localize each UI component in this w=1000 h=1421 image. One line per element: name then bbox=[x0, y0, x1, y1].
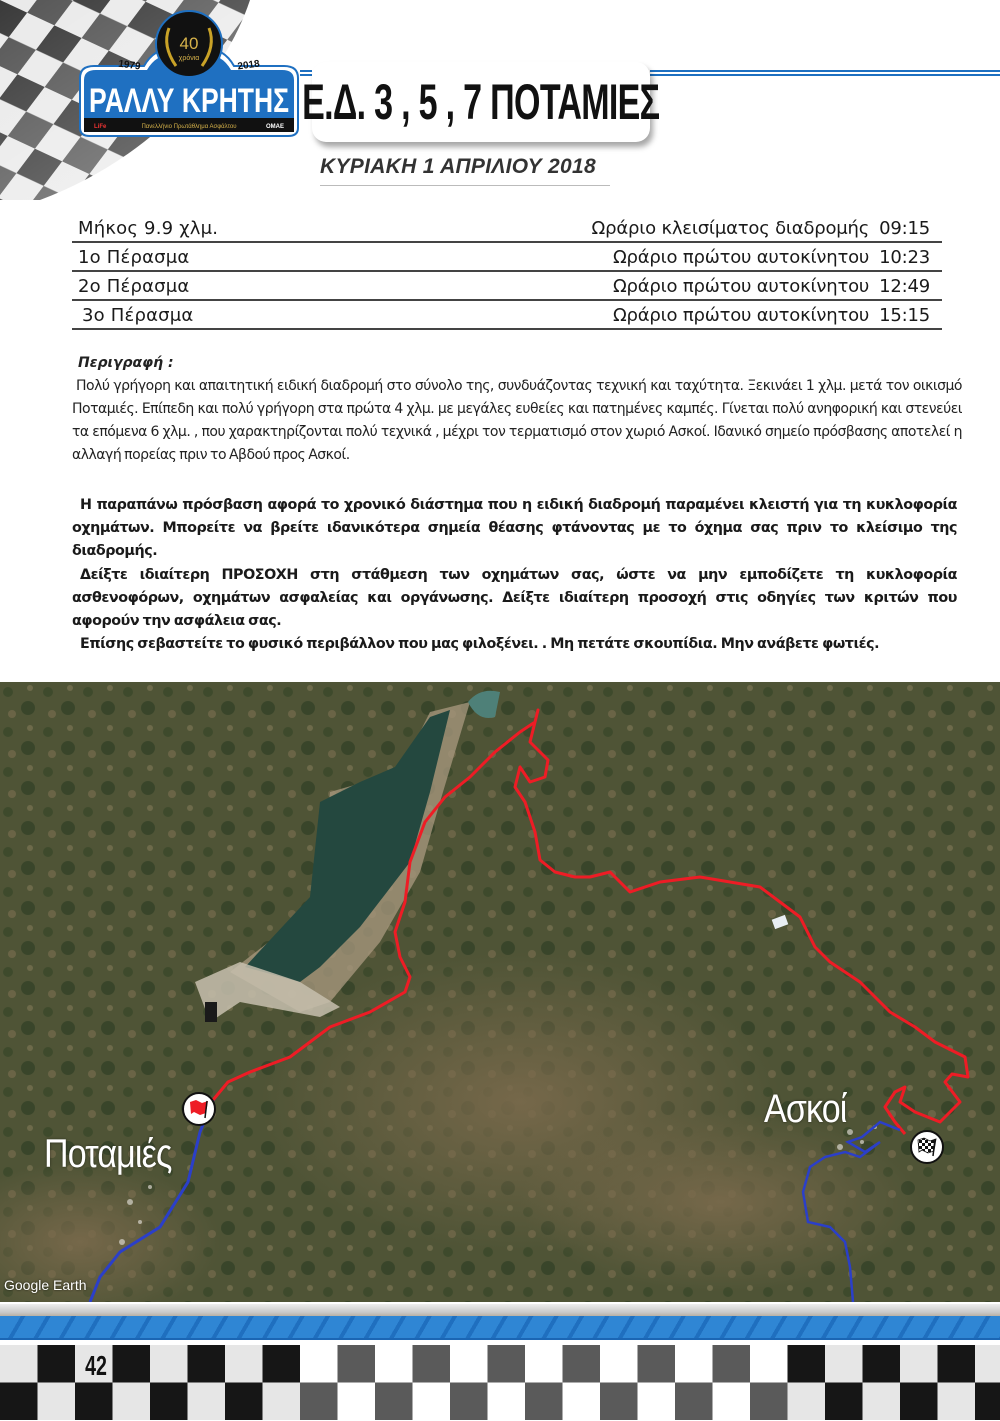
checker-square bbox=[38, 1345, 76, 1383]
schedule-left: Μήκος 9.9 χλμ. bbox=[78, 218, 219, 239]
schedule-label: Ωράριο πρώτου αυτοκίνητου bbox=[612, 276, 870, 297]
checker-square bbox=[750, 1383, 788, 1421]
finish-marker bbox=[910, 1130, 944, 1164]
checker-square bbox=[863, 1383, 901, 1421]
description-text: Πολύ γρήγορη και απαιτητική ειδική διαδρομή στο σύνολο της, συνδυάζοντας τεχνική και ταχύτητα. Ξεκινάει 1 χλμ. μετά τον οικισμό Ποταμιές. Επίπεδη και πολύ γρήγορη στα πρώτα 4 χλμ. με μεγάλες ευθείες και πατημένες καμπές. Γίνεται πολύ ανηφορική και στενεύει τα επόμενα 6 χλμ. , που χαρακτηρίζονται πολύ τεχνικά , μέχρι τον τερματισμό στον χωριό Ασκοί. Ιδανικό σημείο πρόσβασης αποτελεί η αλλαγή πορείας πριν το Αβδού προς Ασκοί. bbox=[72, 378, 962, 463]
stage-title: Ε.Δ. 3 , 5 , 7 ΠΟΤΑΜΙΕΣ bbox=[302, 74, 660, 130]
schedule-time: 09:15 bbox=[879, 218, 930, 239]
schedule-left: 2ο Πέρασμα bbox=[78, 276, 190, 297]
checker-square bbox=[300, 1345, 338, 1383]
logo-year-start: 1979 bbox=[117, 58, 142, 73]
schedule-right bbox=[613, 247, 930, 268]
checker-square bbox=[675, 1383, 713, 1421]
schedule-row bbox=[72, 273, 942, 301]
schedule-label: Ωράριο πρώτου αυτοκίνητου bbox=[612, 305, 870, 326]
description-label: Περιγραφή : bbox=[78, 355, 174, 371]
logo-anniversary-label: χρόνια bbox=[178, 55, 200, 62]
notice-section bbox=[72, 494, 957, 656]
schedule-label: Ωράριο πρώτου αυτοκίνητου bbox=[612, 247, 870, 268]
schedule-left: 3ο Πέρασμα bbox=[82, 305, 194, 326]
checker-square bbox=[150, 1345, 188, 1383]
route-map bbox=[0, 682, 1000, 1302]
checker-square bbox=[900, 1383, 938, 1421]
checker-square bbox=[150, 1383, 188, 1421]
schedule-row bbox=[72, 244, 942, 272]
checker-square bbox=[675, 1345, 713, 1383]
page-number: 42 bbox=[85, 1350, 107, 1381]
checker-square bbox=[638, 1383, 676, 1421]
google-earth-watermark: Google Earth bbox=[4, 1277, 87, 1293]
checker-square bbox=[0, 1345, 38, 1383]
checker-square bbox=[188, 1383, 226, 1421]
start-marker bbox=[182, 1092, 216, 1126]
checker-square bbox=[788, 1345, 826, 1383]
checker-square bbox=[863, 1345, 901, 1383]
checker-square bbox=[525, 1383, 563, 1421]
stage-title-box bbox=[302, 62, 660, 142]
checker-square bbox=[713, 1383, 751, 1421]
schedule-time: 15:15 bbox=[879, 305, 930, 326]
footer-silver-stripe bbox=[0, 1304, 1000, 1316]
checker-square bbox=[225, 1383, 263, 1421]
satellite-map bbox=[0, 682, 1000, 1302]
schedule-row bbox=[72, 215, 942, 243]
checker-square bbox=[750, 1345, 788, 1383]
schedule-time: 12:49 bbox=[879, 276, 930, 297]
page-footer bbox=[0, 1302, 1000, 1419]
checker-square bbox=[450, 1383, 488, 1421]
checker-square bbox=[488, 1383, 526, 1421]
start-village-label: Ποταμιές bbox=[44, 1132, 172, 1176]
checker-square bbox=[300, 1383, 338, 1421]
schedule-right bbox=[613, 276, 930, 297]
logo-subtitle: Πανελλήνιο Πρωτάθλημα Ασφάλτου bbox=[141, 124, 237, 130]
notice-paragraph: Η παραπάνω πρόσβαση αφορά το χρονικό διάστημα που η ειδική διαδρομή παραμένει κλειστή για τη κυκλοφορία οχημάτων. Μπορείτε να βρείτε ιδανικότερα σημεία θέασης φτάνοντας με το όχημα σας πριν το κλείσιμο της διαδρομής. bbox=[72, 497, 957, 560]
logo-year-end: 2018 bbox=[236, 58, 261, 73]
rally-logo bbox=[74, 8, 304, 138]
checker-square bbox=[225, 1345, 263, 1383]
checker-square bbox=[600, 1345, 638, 1383]
checker-square bbox=[338, 1345, 376, 1383]
footer-blue-stripe bbox=[0, 1316, 1000, 1340]
checker-square bbox=[713, 1345, 751, 1383]
checker-square bbox=[600, 1383, 638, 1421]
checker-square bbox=[788, 1383, 826, 1421]
schedule-row bbox=[72, 302, 942, 330]
footer-checkered-band bbox=[0, 1345, 1000, 1421]
checker-square bbox=[825, 1345, 863, 1383]
checker-square bbox=[38, 1383, 76, 1421]
checker-square bbox=[263, 1383, 301, 1421]
checker-square bbox=[113, 1383, 151, 1421]
checker-square bbox=[188, 1345, 226, 1383]
logo-name: ΡΑΛΛΥ ΚΡΗΤΗΣ bbox=[89, 82, 289, 120]
checker-square bbox=[638, 1345, 676, 1383]
checker-square bbox=[413, 1383, 451, 1421]
checker-square bbox=[525, 1345, 563, 1383]
stage-date: ΚΥΡΙΑΚΗ 1 ΑΠΡΙΛΙΟΥ 2018 bbox=[320, 155, 610, 186]
checker-square bbox=[563, 1383, 601, 1421]
checker-square bbox=[413, 1345, 451, 1383]
checker-square bbox=[263, 1345, 301, 1383]
red-flag-icon bbox=[188, 1099, 210, 1119]
checker-square bbox=[938, 1345, 976, 1383]
schedule-table bbox=[72, 215, 942, 331]
checker-square bbox=[450, 1345, 488, 1383]
checker-square bbox=[338, 1383, 376, 1421]
checker-square bbox=[75, 1383, 113, 1421]
checkered-flag-icon bbox=[916, 1137, 938, 1157]
checker-square bbox=[975, 1345, 1000, 1383]
checker-square bbox=[900, 1345, 938, 1383]
checker-square bbox=[825, 1383, 863, 1421]
checker-square bbox=[488, 1345, 526, 1383]
schedule-right bbox=[592, 218, 930, 239]
checker-square bbox=[113, 1345, 151, 1383]
schedule-right bbox=[613, 305, 930, 326]
schedule-left: 1ο Πέρασμα bbox=[78, 247, 190, 268]
logo-anniversary: 40 bbox=[179, 34, 199, 53]
checker-square bbox=[375, 1383, 413, 1421]
checker-square bbox=[563, 1345, 601, 1383]
header-rule bbox=[650, 70, 1000, 76]
logo-sponsor-right: ΟΜΑΕ bbox=[266, 124, 284, 130]
logo-sponsor-left: LiFe bbox=[94, 124, 107, 130]
schedule-label: Ωράριο κλεισίματος διαδρομής bbox=[591, 218, 870, 239]
checker-square bbox=[938, 1383, 976, 1421]
checker-square bbox=[975, 1383, 1000, 1421]
notice-paragraph: Δείξτε ιδιαίτερη ΠΡΟΣΟΧΗ στη στάθμεση των οχημάτων σας, ώστε να μην εμποδίζετε τη κυκλοφορία ασθενοφόρων, οχημάτων ασφαλείας και οργάνωσης. Δείξτε ιδιαίτερη προσοχή στις οδηγίες των κριτών που αφορούν την ασφάλεια σας. bbox=[72, 566, 957, 630]
schedule-time: 10:23 bbox=[879, 247, 930, 268]
checker-square bbox=[0, 1383, 38, 1421]
finish-village-label: Ασκοί bbox=[764, 1087, 847, 1131]
checker-square bbox=[375, 1345, 413, 1383]
description-section bbox=[72, 352, 962, 467]
notice-paragraph: Επίσης σεβαστείτε το φυσικό περιβάλλον που μας φιλοξένει. . Μη πετάτε σκουπίδια. Μην ανάβετε φωτιές. bbox=[80, 636, 880, 653]
